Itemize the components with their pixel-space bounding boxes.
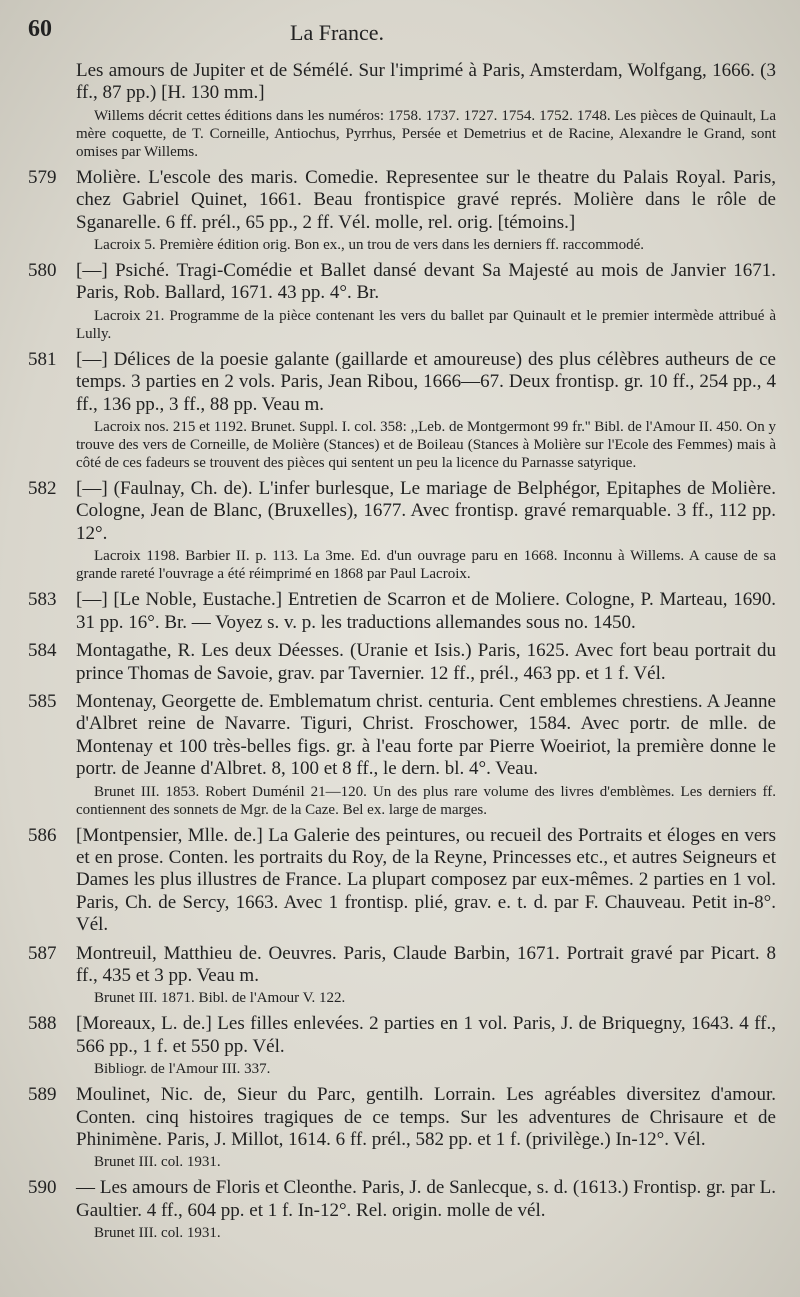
entry-number: 581 bbox=[28, 348, 57, 370]
entry-note: Lacroix nos. 215 et 1192. Brunet. Suppl. I. col. 358: ,,Leb. de Montgermont 99 fr.'' Bibl. de l'Amour II. 450. On y trouve des vers de Corneille, de Molière (Stances) et de Boileau (Stances à Molière sur l'Ecole des Femmes) mais à côté de ces fadeurs se trouvent des pièces qui sentent un peu la licence du Parnasse satyrique. bbox=[76, 419, 776, 472]
catalogue-entry bbox=[28, 943, 776, 1008]
entry-number: 582 bbox=[28, 478, 57, 500]
entry-text: — Les amours de Floris et Cleonthe. Paris, J. de Sanlecque, s. d. (1613.) Frontisp. gr. par L. Gaultier. 4 ff., 604 pp. et 1 f. In-12°. Rel. origin. molle de vél. bbox=[76, 1177, 776, 1221]
entry-text: [—] Délices de la poesie galante (gaillarde et amoureuse) des plus célèbres autheurs de ce temps. 3 parties en 2 vols. Paris, Jean Ribou, 1666—67. Deux frontisp. gr. 10 ff., 254 pp., 4 ff., 136 pp., 3 ff., 88 pp. Veau m. bbox=[76, 348, 776, 415]
entry-text: Montenay, Georgette de. Emblematum christ. centuria. Cent emblemes chrestiens. A Jeanne d'Albret reine de Navarre. Tiguri, Christ. Froschower, 1584. Avec portr. de mlle. de Montenay et 100 très-belles figs. gr. à l'eau forte par Pierre Woeiriot, la première donne le portr. de Jeanne d'Albret. 8, 100 et 8 ff., le dern. bl. 4°. Veau. bbox=[76, 690, 776, 780]
entry-note: Brunet III. col. 1931. bbox=[94, 1154, 221, 1171]
entry-text: Molière. L'escole des maris. Comedie. Representee sur le theatre du Palais Royal. Paris, chez Gabriel Quinet, 1661. Beau frontispice gravé représ. Molière dans le rôle de Sganarelle. 6 ff. prél., 65 pp., 2 ff. Vél. molle, rel. orig. [témoins.] bbox=[76, 166, 776, 233]
page-header bbox=[28, 10, 772, 56]
entry-number: 587 bbox=[28, 942, 57, 964]
entry-number: 584 bbox=[28, 640, 57, 662]
catalogue-entry bbox=[28, 691, 776, 819]
entry-note: Brunet III. 1871. Bibl. de l'Amour V. 122. bbox=[94, 990, 346, 1007]
catalogue-entry bbox=[28, 478, 776, 583]
entry-note: Lacroix 21. Programme de la pièce contenant les vers du ballet par Quinault et le premier intermède attribué à Lully. bbox=[76, 307, 776, 342]
entry-note: Willems décrit cettes éditions dans les numéros: 1758. 1737. 1727. 1754. 1752. 1748. Les pièces de Quinault, La mère coquette, de T. Corneille, Antiochus, Pyrrhus, Persée et Demetrius et de Racine, Alexandre le Grand, sont omises par Willems. bbox=[76, 107, 776, 160]
entry-text: Montreuil, Matthieu de. Oeuvres. Paris, Claude Barbin, 1671. Portrait gravé par Picart. 8 ff., 435 et 3 pp. Veau m. bbox=[76, 942, 776, 986]
entry-number: 589 bbox=[28, 1084, 57, 1106]
entry-number: 583 bbox=[28, 589, 57, 611]
entry-number: 580 bbox=[28, 260, 57, 282]
entry-number: 585 bbox=[28, 690, 57, 712]
entry-note: Lacroix 1198. Barbier II. p. 113. La 3me. Ed. d'un ouvrage paru en 1668. Inconnu à Willems. A cause de sa grande rareté l'ouvrage a été réimprimé en 1868 par Paul Lacroix. bbox=[76, 548, 776, 583]
entry-text: Les amours de Jupiter et de Sémélé. Sur l'imprimé à Paris, Amsterdam, Wolfgang, 1666. (3 ff., 87 pp.) [H. 130 mm.] bbox=[76, 60, 776, 104]
page-number: 60 bbox=[28, 16, 52, 42]
catalogue-entry bbox=[28, 640, 776, 685]
entry-number: 586 bbox=[28, 824, 57, 846]
catalogue-entry bbox=[28, 825, 776, 937]
catalogue-entry bbox=[28, 167, 776, 254]
catalogue-entry bbox=[28, 260, 776, 343]
entry-number: 588 bbox=[28, 1013, 57, 1035]
entry-note: Brunet III. col. 1931. bbox=[94, 1225, 221, 1242]
entry-text: [Moreaux, L. de.] Les filles enlevées. 2 parties en 1 vol. Paris, J. de Briquegny, 1643. 4 ff., 566 pp., 1 f. et 550 pp. Vél. bbox=[76, 1013, 776, 1057]
entry-note: Bibliogr. de l'Amour III. 337. bbox=[94, 1061, 271, 1078]
catalogue-entry bbox=[28, 1084, 776, 1171]
entry-text: [Montpensier, Mlle. de.] La Galerie des peintures, ou recueil des Portraits et éloges en vers et en prose. Conten. les portraits du Roy, de la Reyne, Princesses etc., et autres Seigneurs et Dames les plus illustres de France. La plupart composez par eux-mêmes. 2 parties en 1 vol. Paris, Ch. de Sercy, 1663. Avec 1 frontisp. plié, grav. e. t. d. par F. Chauveau. Petit in-8°. Vél. bbox=[76, 824, 776, 936]
catalogue-entry bbox=[28, 60, 776, 161]
catalogue-entry bbox=[28, 1013, 776, 1078]
catalogue-entry bbox=[28, 1177, 776, 1242]
entry-text: Montagathe, R. Les deux Déesses. (Uranie et Isis.) Paris, 1625. Avec fort beau portrait du prince Thomas de Savoie, grav. par Tavernier. 12 ff., prél., 463 pp. et 1 f. Vél. bbox=[76, 640, 776, 684]
catalogue-entry bbox=[28, 589, 776, 634]
entry-text: [—] Psiché. Tragi-Comédie et Ballet dansé devant Sa Majesté au mois de Janvier 1671. Paris, Rob. Ballard, 1671. 43 pp. 4°. Br. bbox=[76, 260, 776, 304]
entry-text: [—] [Le Noble, Eustache.] Entretien de Scarron et de Moliere. Cologne, P. Marteau, 1690. 31 pp. 16°. Br. — Voyez s. v. p. les traductions allemandes sous no. 1450. bbox=[76, 589, 776, 633]
entry-text: [—] (Faulnay, Ch. de). L'infer burlesque, Le mariage de Belphégor, Epitaphes de Molière. Cologne, Jean de Blanc, (Bruxelles), 1677. Avec frontisp. gravé remarquable. 3 ff., 112 pp. 12°. bbox=[76, 478, 776, 544]
entry-number: 590 bbox=[28, 1177, 57, 1199]
entry-note: Lacroix 5. Première édition orig. Bon ex., un trou de vers dans les derniers ff. raccommodé. bbox=[94, 237, 644, 254]
entry-text: Moulinet, Nic. de, Sieur du Parc, gentilh. Lorrain. Les agréables diversitez d'amour. Conten. cinq histoires tragiques de ce temps. Sur les adventures de Chrisaure et de Phinimène. Paris, J. Millot, 1614. 6 ff. prél., 582 pp. et 1 f. (privilège.) In-12°. Vél. bbox=[76, 1084, 776, 1150]
entry-number: 579 bbox=[28, 166, 57, 188]
catalogue-entry bbox=[28, 349, 776, 472]
entry-list bbox=[28, 60, 776, 1248]
running-title: La France. bbox=[290, 20, 385, 45]
entry-note: Brunet III. 1853. Robert Duménil 21—120. Un des plus rare volume des livres d'emblèmes. Les derniers ff. contiennent des sonnets de Mgr. de la Caze. Bel ex. large de marges. bbox=[76, 783, 776, 818]
